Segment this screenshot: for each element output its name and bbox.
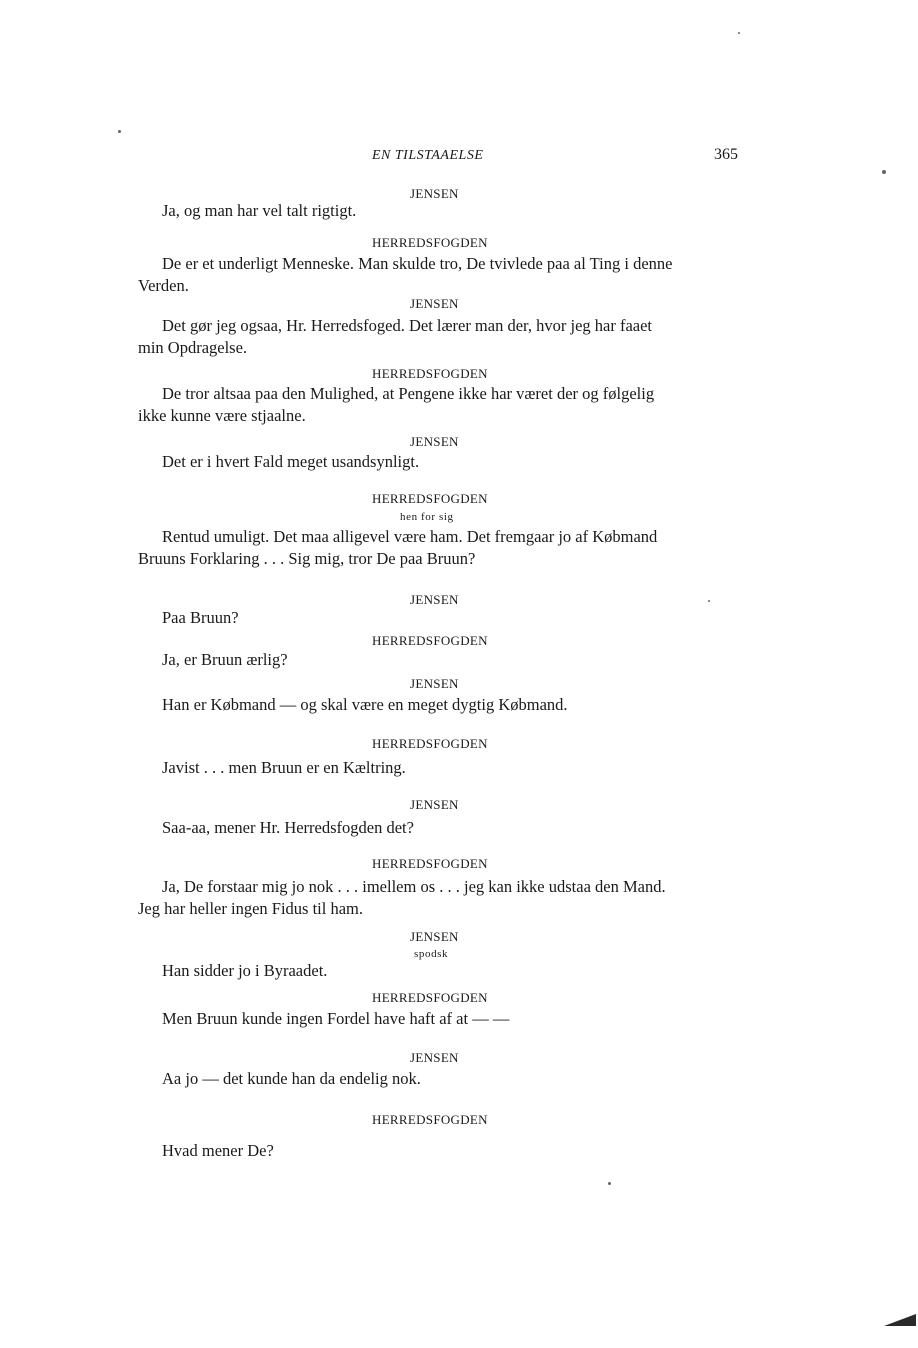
- running-header-title: EN TILSTAAELSE: [372, 148, 484, 163]
- dialogue-line: Ja, og man har vel talt rigtigt.: [162, 201, 357, 220]
- dialogue-line: Javist . . . men Bruun er en Kæltring.: [162, 758, 406, 777]
- scan-speck: [882, 170, 886, 174]
- dialogue-line: Paa Bruun?: [162, 608, 239, 627]
- speaker-name: HERREDSFOGDEN: [372, 856, 488, 871]
- dialogue-line: Ja, De forstaar mig jo nok . . . imellem os . . . jeg kan ikke udstaa den Mand.: [162, 877, 666, 896]
- speaker-name: JENSEN: [410, 1050, 459, 1065]
- dialogue-line: De er et underligt Menneske. Man skulde tro, De tvivlede paa al Ting i denne: [162, 254, 673, 273]
- dialogue-line: Aa jo — det kunde han da endelig nok.: [162, 1069, 421, 1088]
- dialogue-line: ikke kunne være stjaalne.: [138, 406, 306, 425]
- speaker-name: HERREDSFOGDEN: [372, 990, 488, 1005]
- speaker-name: JENSEN: [410, 434, 459, 449]
- speaker-name: JENSEN: [410, 296, 459, 311]
- dialogue-line: Verden.: [138, 276, 189, 295]
- dialogue-line: Han er Købmand — og skal være en meget dygtig Købmand.: [162, 695, 568, 714]
- stage-direction: hen for sig: [400, 511, 454, 523]
- speaker-name: HERREDSFOGDEN: [372, 736, 488, 751]
- speaker-name: HERREDSFOGDEN: [372, 1112, 488, 1127]
- dialogue-line: Jeg har heller ingen Fidus til ham.: [138, 899, 363, 918]
- speaker-name: HERREDSFOGDEN: [372, 491, 488, 506]
- speaker-name: HERREDSFOGDEN: [372, 366, 488, 381]
- stage-direction: spodsk: [414, 948, 449, 960]
- speaker-name: JENSEN: [410, 592, 459, 607]
- dialogue-line: Han sidder jo i Byraadet.: [162, 961, 328, 980]
- scan-speck: [708, 600, 710, 602]
- page-number: 365: [714, 146, 738, 163]
- dialogue-line: Bruuns Forklaring . . . Sig mig, tror De paa Bruun?: [138, 549, 476, 568]
- dialogue-line: Det gør jeg ogsaa, Hr. Herredsfoged. Det lærer man der, hvor jeg har faaet: [162, 316, 653, 335]
- speaker-name: JENSEN: [410, 186, 459, 201]
- dialogue-line: Men Bruun kunde ingen Fordel have haft af at — —: [162, 1009, 510, 1028]
- dialogue-line: min Opdragelse.: [138, 338, 248, 357]
- dialogue-line: Rentud umuligt. Det maa alligevel være ham. Det fremgaar jo af Købmand: [162, 527, 658, 546]
- page-corner-mark: [882, 1312, 918, 1328]
- dialogue-line: Hvad mener De?: [162, 1141, 274, 1160]
- dialogue-line: Ja, er Bruun ærlig?: [162, 650, 288, 669]
- speaker-name: JENSEN: [410, 797, 459, 812]
- speaker-name: HERREDSFOGDEN: [372, 633, 488, 648]
- speaker-name: JENSEN: [410, 929, 459, 944]
- dialogue-line: Saa-aa, mener Hr. Herredsfogden det?: [162, 818, 414, 837]
- scan-speck: [738, 32, 740, 34]
- speaker-name: HERREDSFOGDEN: [372, 235, 488, 250]
- dialogue-line: Det er i hvert Fald meget usandsynligt.: [162, 452, 420, 471]
- speaker-name: JENSEN: [410, 676, 459, 691]
- scan-speck: [118, 130, 121, 133]
- dialogue-line: De tror altsaa paa den Mulighed, at Pengene ikke har været der og følgelig: [162, 384, 655, 403]
- scan-speck: [608, 1182, 611, 1185]
